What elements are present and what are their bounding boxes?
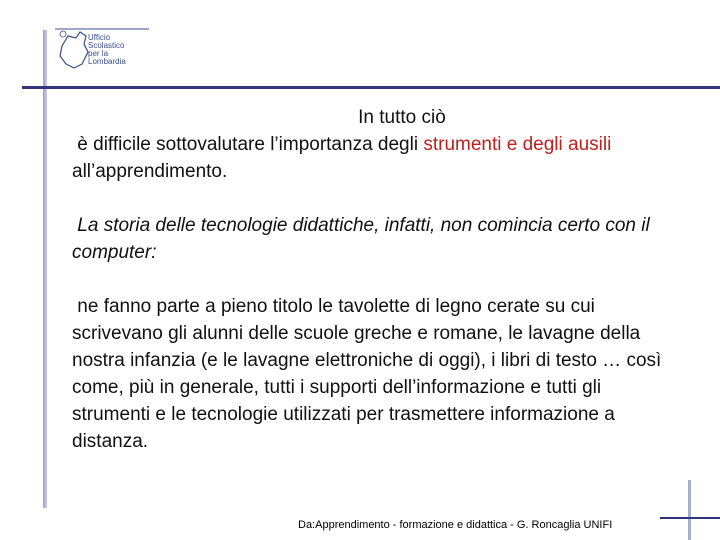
- spacer: [72, 185, 672, 212]
- logo-text: [88, 34, 148, 66]
- slide-heading: In tutto ciò: [358, 107, 446, 128]
- left-vertical-rule: [43, 30, 47, 508]
- top-horizontal-rule: [22, 86, 720, 89]
- lombardia-logo: [54, 24, 152, 86]
- bottom-right-horizontal-rule: [660, 517, 720, 519]
- paragraph-1-end: all’apprendimento.: [72, 134, 617, 182]
- paragraph-1: [72, 131, 672, 185]
- logo-line: Lombardia: [88, 57, 126, 66]
- spacer: [72, 266, 672, 293]
- logo-line: Ufficio: [88, 33, 111, 42]
- logo-line: Scolastico: [88, 41, 125, 50]
- logo-line: per la: [88, 49, 109, 58]
- bottom-right-vertical-rule: [688, 480, 691, 540]
- footer-credit: Da:Apprendimento - formazione e didattica - G. Roncaglia UNIFI: [298, 519, 613, 531]
- paragraph-2: La storia delle tecnologie didattiche, infatti, non comincia certo con il computer:: [72, 215, 656, 263]
- slide-content: [72, 104, 672, 455]
- paragraph-1-start: è difficile sottovalutare l’importanza degli: [72, 134, 424, 155]
- highlight-strumenti-ausili: strumenti e degli ausili: [423, 134, 612, 155]
- paragraph-3: ne fanno parte a pieno titolo le tavolette di legno cerate su cui scrivevano gli alunni delle scuole greche e romane, le lavagne della nostra infanzia (e le lavagne elettroniche di oggi), i libri di testo … così come, più in generale, tutti i supporti dell’informazione e tutti gli strumenti e le tecnologie utilizzati per trasmettere informazione a distanza.: [72, 296, 667, 452]
